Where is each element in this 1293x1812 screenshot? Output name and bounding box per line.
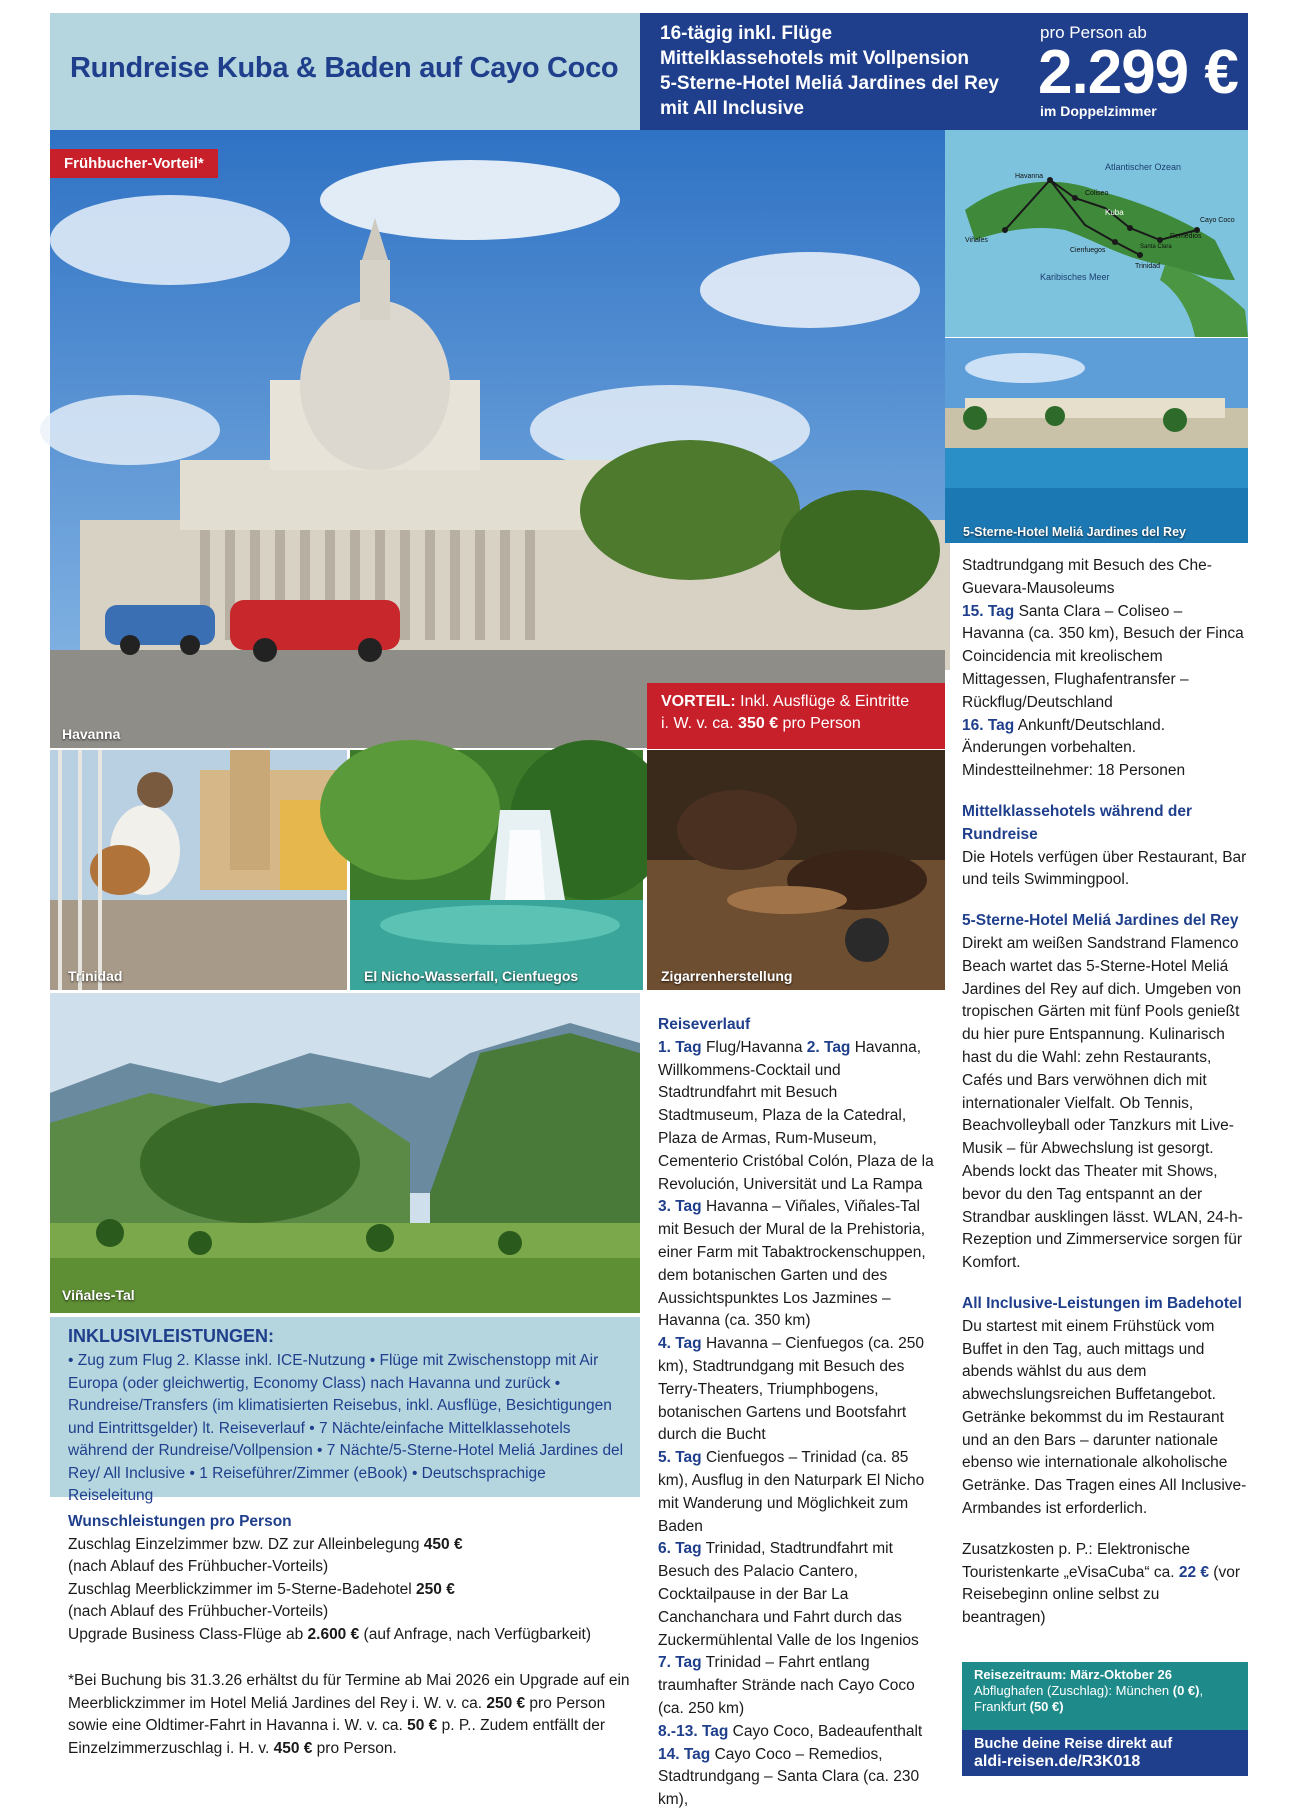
travel-period: Reisezeitraum: März-Oktober 26 (974, 1667, 1172, 1682)
booking-text: Buche deine Reise direkt auf (974, 1736, 1173, 1752)
booking-box (962, 1730, 1248, 1776)
wish-business: Upgrade Business Class-Flüge ab (68, 1625, 308, 1643)
footnote-price-a: 250 € (486, 1694, 526, 1712)
caption-hotel: 5-Sterne-Hotel Meliá Jardines del Rey (963, 525, 1186, 539)
day-14-text: Cayo Coco – Remedios, Stadtrundgang – Santa Clara (ca. 230 km), (658, 1745, 920, 1809)
itinerary (658, 1014, 938, 1812)
travel-info-box: Reisezeitraum: März-Oktober 26 Abflughafen (Zuschlag): München (0 €), Frankfurt (50 €) (962, 1662, 1248, 1730)
map-place-trinidad: Trinidad (1135, 263, 1161, 270)
travel-frankfurt: Frankfurt (974, 1699, 1030, 1714)
map-place-vinales: Viñales (965, 237, 988, 244)
travel-airports: Abflughafen (Zuschlag): München (974, 1683, 1173, 1698)
wishes-section (68, 1511, 638, 1646)
footnote-part-b: pro Person sowie eine Oldtimer-Fahrt in Havanna i. W. v. ca. (68, 1694, 606, 1734)
day-3-text: Havanna – Viñales, Viñales-Tal mit Besuch der Mural de la Prehistoria, einer Farm mit Tabaktrockenschuppen, dem botanischen Garten und des Aussichtspunktes Los Jazmines – Havanna (ca. 350 km) (658, 1198, 926, 1330)
day-14-text-cont: Stadtrundgang mit Besuch des Che-Guevara-Mausoleums (962, 557, 1212, 597)
wish-single-room: Zuschlag Einzelzimmer bzw. DZ zur Alleinbelegung (68, 1535, 424, 1553)
hotels-text-1: Die Hotels verfügen über Restaurant, Bar und teils Swimmingpool. (962, 848, 1247, 889)
header-line-3: 5-Sterne-Hotel Meliá Jardines del Rey (660, 73, 999, 94)
advantage-amount: 350 € (738, 715, 779, 732)
footnote-price-c: 450 € (273, 1739, 313, 1757)
map-place-remedios: Remedios (1170, 233, 1202, 240)
price: 2.299 € (1038, 38, 1238, 107)
day-8-13-text: Cayo Coco, Badeaufenthalt (728, 1722, 923, 1740)
day-16: 16. Tag (962, 716, 1015, 734)
day-1-text: Flug/Havanna (701, 1038, 807, 1056)
travel-munich-fee: (0 €) (1172, 1683, 1200, 1698)
nicho-photo (350, 750, 643, 990)
advantage-suffix: pro Person (778, 715, 861, 732)
wish-single-room-price: 450 € (423, 1535, 463, 1553)
itinerary-title: Reiseverlauf (658, 1016, 751, 1033)
day-16-text: Ankunft/Deutschland. (1014, 716, 1166, 734)
wish-note-2: (nach Ablauf des Frühbucher-Vorteils) (68, 1603, 329, 1620)
right-column (962, 555, 1247, 1630)
havanna-photo (50, 130, 945, 748)
advantage-label: VORTEIL: (661, 693, 736, 710)
hotels-text-3: Du startest mit einem Frühstück vom Buffet in den Tag, auch mittags und abends wählst du aus dem abwechslungsreichen Buffetangebot. Getränke bekommst du im Restaurant und an den Bars – darunter nationale ebenso wie internationale alkoholische Getränke. Das Tragen eines All Inclusive-Armbandes ist erforderlich. (962, 1317, 1247, 1518)
inclusive-title: INKLUSIVLEISTUNGEN: (68, 1326, 275, 1346)
price-prefix: pro Person ab (1040, 23, 1147, 42)
hotels-text-2: Direkt am weißen Sandstrand Flamenco Beach wartet das 5-Sterne-Hotel Meliá Jardines del Rey auf dich. Umgeben von tropischen Gärten mit fünf Pools genießt du hier pure Entspannung. Kulinarisch hast du die Wahl: zehn Restaurants, Cafés und Bars verwöhnen dich mit internationaler Vielfalt. Ob Tennis, Beachvolleyball oder Tanzkurs mit Live-Musik – für Abwechslung ist gesorgt. Abends lockt das Theater mit Shows, bevor du den Tag entspannt an der Strandbar ausklingen lässt. WLAN, 24-h-Rezeption und Zimmerservice sorgen für Komfort. (962, 934, 1243, 1272)
extra-costs-price: 22 € (1178, 1563, 1209, 1581)
vinales-photo (50, 993, 640, 1313)
wishes-title: Wunschleistungen pro Person (68, 1513, 292, 1530)
advantage-text: Inkl. Ausflüge & Eintritte (735, 693, 910, 710)
map-ocean-label: Atlantischer Ozean (1105, 162, 1182, 172)
wish-business-note: (auf Anfrage, nach Verfügbarkeit) (359, 1625, 592, 1643)
footnote (68, 1670, 638, 1760)
early-bird-badge: Frühbucher-Vorteil* (50, 149, 218, 178)
extra-costs-text: Zusatzkosten p. P.: Elektronische Touristenkarte „eVisaCuba“ ca. (962, 1540, 1191, 1581)
map-place-kuba: Kuba (1105, 208, 1124, 217)
wish-sea-view: Zuschlag Meerblickzimmer im 5-Sterne-Badehotel (68, 1580, 417, 1598)
day-2: 2. Tag (806, 1038, 851, 1056)
advantage-box (647, 683, 945, 749)
day-2-text: Havanna, Willkommens-Cocktail und Stadtrundfahrt mit Besuch Stadtmuseum, Plaza de la Catedral, Plaza de Armas, Rum-Museum, Cementerio Cristóbal Colón, Plaza de la Revolución, Universität und La Rampa (658, 1038, 934, 1193)
day-15-text: Santa Clara – Coliseo – Havanna (ca. 350 km), Besuch der Finca Coincidencia mit kreolischem Mittagessen, Flughafentransfer – Rückflug/Deutschland (962, 602, 1244, 711)
map-sea-label: Karibisches Meer (1040, 272, 1110, 282)
map-place-cienfuegos: Cienfuegos (1070, 247, 1106, 254)
advantage-line2: i. W. v. ca. (661, 715, 739, 732)
route-map (945, 130, 1248, 337)
page-title: Rundreise Kuba & Baden auf Cayo Coco (70, 52, 619, 84)
map-place-cayo-coco: Cayo Coco (1200, 217, 1235, 224)
day-3: 3. Tag (658, 1198, 702, 1216)
caption-zigarren: Zigarrenherstellung (661, 968, 793, 984)
itinerary-text (658, 1037, 938, 1333)
inclusive-box (50, 1317, 640, 1504)
hotels-heading-3: All Inclusive-Leistungen im Badehotel (962, 1294, 1242, 1312)
day-4-text: Havanna – Cienfuegos (ca. 250 km), Stadtrundgang mit Besuch des Terry-Theaters, Triumphbogens, botanischen Gartens und Bootsfahrt durch die Bucht (658, 1335, 924, 1444)
caption-trinidad: Trinidad (68, 968, 123, 984)
day-8-13: 8.-13. Tag (658, 1722, 729, 1740)
min-participants: Mindestteilnehmer: 18 Personen (962, 762, 1186, 780)
footnote-part-d: pro Person. (312, 1739, 397, 1757)
header-line-1: 16-tägig inkl. Flüge (660, 23, 833, 44)
footnote-part-a: *Bei Buchung bis 31.3.26 erhältst du für Termine ab Mai 2026 ein Upgrade auf ein Meerblickzimmer im Hotel Meliá Jardines del Rey i. W. v. ca. (68, 1672, 630, 1712)
map-place-coliseo: Coliseo (1085, 190, 1109, 197)
day-4: 4. Tag (658, 1335, 702, 1353)
trinidad-photo (50, 750, 347, 990)
day-5-text: Cienfuegos – Trinidad (ca. 85 km), Ausflug in den Naturpark El Nicho mit Wanderung und Möglichkeit zum Baden (658, 1449, 925, 1535)
hotels-heading-1: Mittelklassehotels während der Rundreise (962, 802, 1192, 843)
header-line-2: Mittelklassehotels mit Vollpension (660, 48, 969, 69)
price-suffix: im Doppelzimmer (1040, 103, 1157, 119)
day-6-text: Trinidad, Stadtrundfahrt mit Besuch des Palacio Cantero, Cocktailpause in der Bar La Canchanchara und Fahrt durch das Zuckermühlental Valle de los Ingenios (658, 1540, 919, 1649)
hotels-heading-2: 5-Sterne-Hotel Meliá Jardines del Rey (962, 912, 1239, 930)
extra-costs (962, 1539, 1247, 1630)
map-place-santa-clara: Santa Clara (1140, 244, 1172, 250)
changes-note: Änderungen vorbehalten. (962, 739, 1137, 757)
hotel-photo (945, 338, 1248, 543)
zigarren-photo (647, 750, 945, 990)
header-price-band (640, 13, 1248, 130)
travel-frankfurt-fee: (50 €) (1029, 1699, 1064, 1714)
extra-costs-note: (vor Reisebeginn online selbst zu beantragen) (962, 1563, 1240, 1627)
footnote-price-b: 50 € (407, 1717, 438, 1734)
day-7-text: Trinidad – Fahrt entlang traumhafter Strände nach Cayo Coco (ca. 250 km) (658, 1654, 915, 1717)
footnote-part-c: p. P.. Zudem entfällt der Einzelzimmerzuschlag i. H. v. (68, 1717, 606, 1757)
map-place-havanna: Havanna (1015, 173, 1044, 180)
header-line-4: mit All Inclusive (660, 98, 804, 119)
wish-note-1: (nach Ablauf des Frühbucher-Vorteils) (68, 1558, 329, 1575)
day-6: 6. Tag (658, 1540, 702, 1558)
day-7: 7. Tag (658, 1654, 702, 1672)
booking-link[interactable]: aldi-reisen.de/R3K018 (974, 1753, 1141, 1770)
wish-business-price: 2.600 € (307, 1625, 360, 1643)
caption-havanna: Havanna (62, 726, 121, 742)
wish-sea-view-price: 250 € (416, 1580, 455, 1598)
caption-vinales: Viñales-Tal (62, 1287, 135, 1303)
day-5: 5. Tag (658, 1449, 702, 1467)
caption-nicho: El Nicho-Wasserfall, Cienfuegos (364, 968, 579, 984)
day-15: 15. Tag (962, 602, 1015, 620)
day-14: 14. Tag (658, 1745, 711, 1763)
inclusive-text: • Zug zum Flug 2. Klasse inkl. ICE-Nutzung • Flüge mit Zwischenstopp mit Air Europa (oder gleichwertig, Economy Class) nach Havanna und zurück • Rundreise/Transfers (im klimatisierten Reisebus, inkl. Ausflüge, Besichtigungen und Eintrittsgelder) lt. Reiseverlauf • 7 Nächte/einfache Mittelklassehotels während der Rundreise/Vollpension • 7 Nächte/5-Sterne-Hotel Meliá Jardines del Rey/ All Inclusive • 1 Reiseführer/Zimmer (eBook) • Deutschsprachige Reiseleitung (68, 1352, 624, 1504)
day-1: 1. Tag (658, 1038, 702, 1056)
